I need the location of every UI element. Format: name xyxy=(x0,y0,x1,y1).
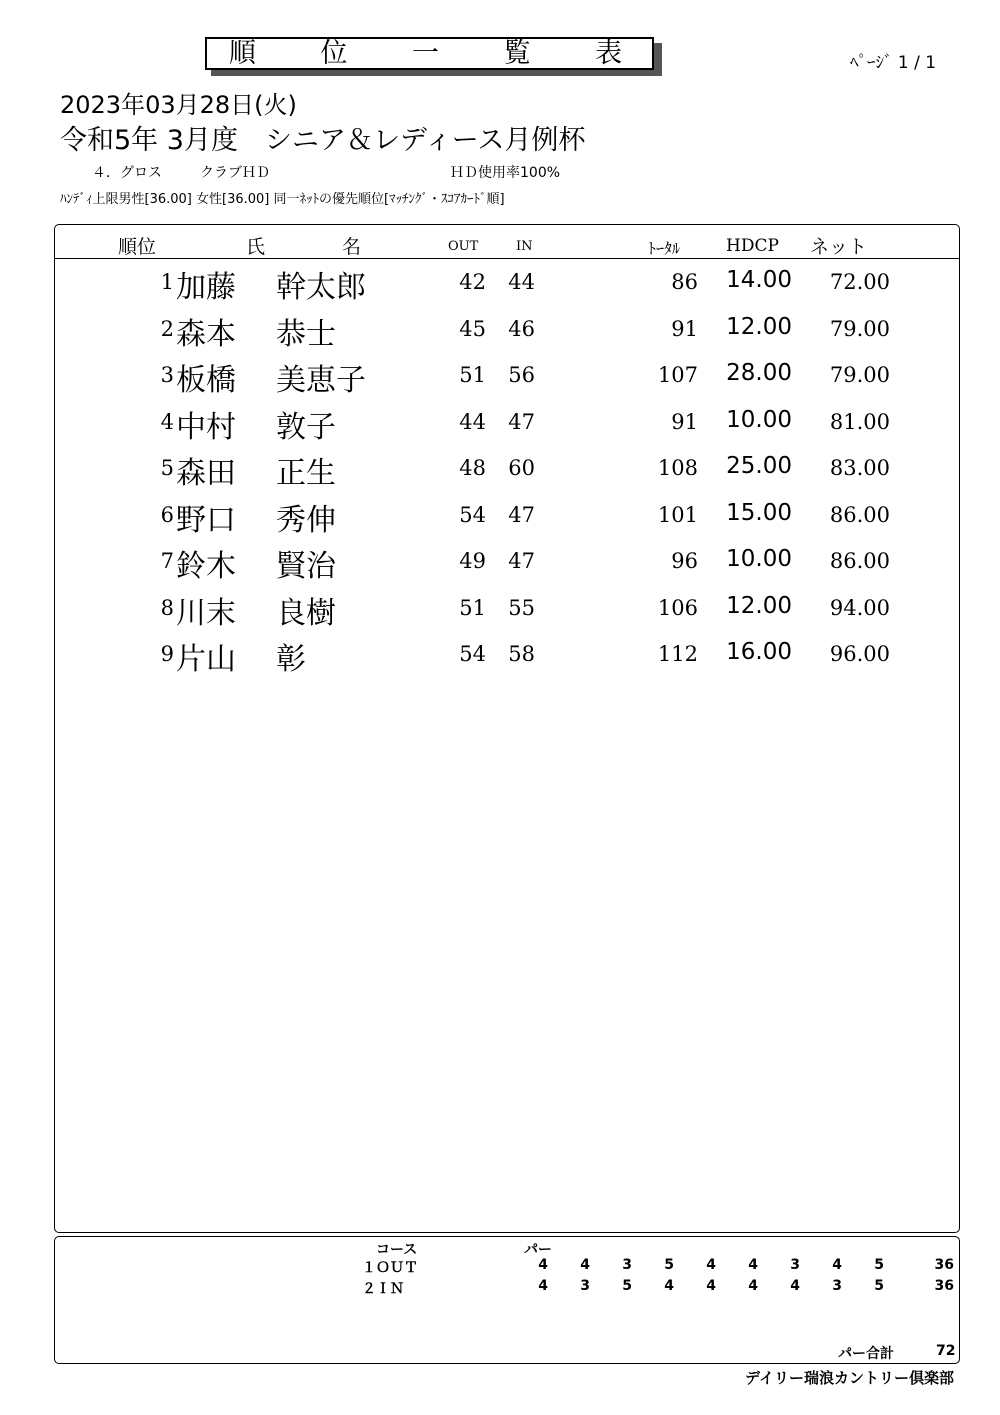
table-row xyxy=(0,402,1000,448)
rank-cell: 9 xyxy=(160,642,174,666)
hole-par: 5 xyxy=(664,1257,674,1273)
hdcp-cell: 15.00 xyxy=(726,499,792,526)
given-name-cell: 賢治 xyxy=(276,549,336,584)
event-date: 2023年03月28日(火) xyxy=(60,91,297,119)
surname-cell: 加藤 xyxy=(176,270,236,305)
out-score-cell: 49 xyxy=(459,549,486,573)
out-score-cell: 54 xyxy=(459,502,486,527)
table-row xyxy=(0,262,1000,308)
out-score-cell: 51 xyxy=(459,595,486,620)
hole-par: 4 xyxy=(790,1278,800,1294)
hole-par: 4 xyxy=(748,1257,758,1273)
in-score-cell: 47 xyxy=(508,409,535,434)
class-label: クラブＨＤ xyxy=(200,165,270,181)
net-score-cell: 86.00 xyxy=(829,502,890,527)
category-label: ４．グロス xyxy=(92,165,162,181)
out-score-cell: 45 xyxy=(459,316,486,341)
hole-par: 4 xyxy=(706,1257,716,1273)
out-score-cell: 48 xyxy=(459,456,486,480)
total-score-cell: 86 xyxy=(671,270,698,294)
course-par-sum: 36 xyxy=(934,1278,954,1294)
club-name: デイリー瑞浪カントリー倶楽部 xyxy=(745,1369,954,1387)
out-score-cell: 51 xyxy=(459,363,486,387)
given-name-cell: 恭士 xyxy=(276,316,336,352)
col-name-header-2: 名 xyxy=(342,236,362,258)
surname-cell: 森本 xyxy=(176,316,236,352)
hdcp-cell: 12.00 xyxy=(726,592,792,619)
par-total-value: 72 xyxy=(936,1343,956,1359)
in-score-cell: 47 xyxy=(508,502,535,527)
surname-cell: 中村 xyxy=(176,409,236,445)
hdcp-cell: 28.00 xyxy=(726,360,792,386)
rank-cell: 6 xyxy=(160,502,174,527)
surname-cell: 森田 xyxy=(176,456,236,491)
in-score-cell: 46 xyxy=(508,316,535,341)
total-score-cell: 101 xyxy=(657,502,698,527)
net-score-cell: 86.00 xyxy=(829,549,890,573)
surname-cell: 野口 xyxy=(176,502,236,538)
total-score-cell: 112 xyxy=(657,642,698,666)
given-name-cell: 美恵子 xyxy=(276,363,366,398)
in-score-cell: 44 xyxy=(508,270,535,294)
net-score-cell: 72.00 xyxy=(829,270,890,294)
rank-cell: 5 xyxy=(160,456,174,480)
par-label: パー xyxy=(524,1242,552,1258)
given-name-cell: 敦子 xyxy=(276,409,336,445)
hole-par: 4 xyxy=(580,1257,590,1273)
col-rank-header: 順位 xyxy=(118,236,157,258)
net-score-cell: 96.00 xyxy=(829,642,890,666)
hdcp-cell: 12.00 xyxy=(726,313,792,340)
hole-par: 5 xyxy=(874,1278,884,1294)
surname-cell: 片山 xyxy=(176,642,236,677)
col-out-header: OUT xyxy=(448,239,479,254)
table-row xyxy=(0,541,1000,587)
rank-cell: 3 xyxy=(160,363,174,387)
in-score-cell: 47 xyxy=(508,549,535,573)
col-name-header-1: 氏 xyxy=(246,236,266,258)
net-score-cell: 94.00 xyxy=(829,595,890,620)
net-score-cell: 79.00 xyxy=(829,316,890,341)
hole-par: 4 xyxy=(706,1278,716,1294)
rank-cell: 4 xyxy=(160,409,174,434)
course-name: ２ＩＮ xyxy=(362,1281,404,1297)
table-row xyxy=(0,588,1000,634)
col-total-header: ﾄｰﾀﾙ xyxy=(648,239,681,258)
total-score-cell: 91 xyxy=(671,409,698,434)
hole-par: 4 xyxy=(832,1257,842,1273)
hole-par: 4 xyxy=(664,1278,674,1294)
out-score-cell: 42 xyxy=(459,270,486,294)
par-total-label: パー合計 xyxy=(838,1346,894,1362)
hdcp-cell: 10.00 xyxy=(726,406,792,433)
surname-cell: 鈴木 xyxy=(176,549,236,584)
table-row xyxy=(0,355,1000,401)
total-score-cell: 108 xyxy=(657,456,698,480)
hdcp-cell: 14.00 xyxy=(726,267,792,293)
hole-par: 4 xyxy=(538,1257,548,1273)
hdcp-cell: 25.00 xyxy=(726,453,792,479)
rank-cell: 7 xyxy=(160,549,174,573)
rank-cell: 2 xyxy=(160,316,174,341)
col-in-header: IN xyxy=(516,239,533,254)
col-hdcp-header: HDCP xyxy=(726,236,779,256)
total-score-cell: 91 xyxy=(671,316,698,341)
course-par-box xyxy=(54,1236,960,1364)
hole-par: 3 xyxy=(832,1278,842,1294)
in-score-cell: 56 xyxy=(508,363,535,387)
net-score-cell: 81.00 xyxy=(829,409,890,434)
net-score-cell: 83.00 xyxy=(829,456,890,480)
hole-par: 4 xyxy=(748,1278,758,1294)
given-name-cell: 彰 xyxy=(276,642,306,677)
given-name-cell: 幹太郎 xyxy=(276,270,366,305)
surname-cell: 板橋 xyxy=(176,363,236,398)
given-name-cell: 良樹 xyxy=(276,595,336,631)
rank-cell: 8 xyxy=(160,595,174,620)
course-label: コース xyxy=(376,1242,418,1258)
hole-par: 3 xyxy=(580,1278,590,1294)
course-name: １ＯＵＴ xyxy=(362,1260,418,1276)
hole-par: 5 xyxy=(874,1257,884,1273)
page-number: ﾍﾟｰｼﾞ 1 / 1 xyxy=(850,53,937,73)
hole-par: 4 xyxy=(538,1278,548,1294)
in-score-cell: 55 xyxy=(508,595,535,620)
table-row xyxy=(0,448,1000,494)
total-score-cell: 107 xyxy=(657,363,698,387)
event-name: 令和5年 3月度 シニア＆レディース月例杯 xyxy=(60,125,586,156)
net-score-cell: 79.00 xyxy=(829,363,890,387)
out-score-cell: 54 xyxy=(459,642,486,666)
hd-rate-label: ＨＤ使用率100% xyxy=(450,165,561,181)
course-par-sum: 36 xyxy=(934,1257,954,1273)
table-row xyxy=(0,634,1000,680)
table-row xyxy=(0,309,1000,355)
hole-par: 5 xyxy=(622,1278,632,1294)
surname-cell: 川末 xyxy=(176,595,236,631)
total-score-cell: 106 xyxy=(657,595,698,620)
given-name-cell: 正生 xyxy=(276,456,336,491)
conditions-text: ﾊﾝﾃﾞｨ上限男性[36.00] 女性[36.00] 同一ﾈｯﾄの優先順位[ﾏｯﾁﾝｸﾞ・ｽｺｱｶｰﾄﾞ順] xyxy=(60,192,505,207)
hdcp-cell: 10.00 xyxy=(726,546,792,572)
in-score-cell: 58 xyxy=(508,642,535,666)
in-score-cell: 60 xyxy=(508,456,535,480)
hole-par: 3 xyxy=(790,1257,800,1273)
hole-par: 3 xyxy=(622,1257,632,1273)
page-title: 順 位 一 覧 表 xyxy=(205,37,654,70)
col-net-header: ネット xyxy=(810,236,868,258)
rank-cell: 1 xyxy=(160,270,174,294)
total-score-cell: 96 xyxy=(671,549,698,573)
out-score-cell: 44 xyxy=(459,409,486,434)
hdcp-cell: 16.00 xyxy=(726,639,792,665)
table-row xyxy=(0,495,1000,541)
given-name-cell: 秀伸 xyxy=(276,502,336,538)
